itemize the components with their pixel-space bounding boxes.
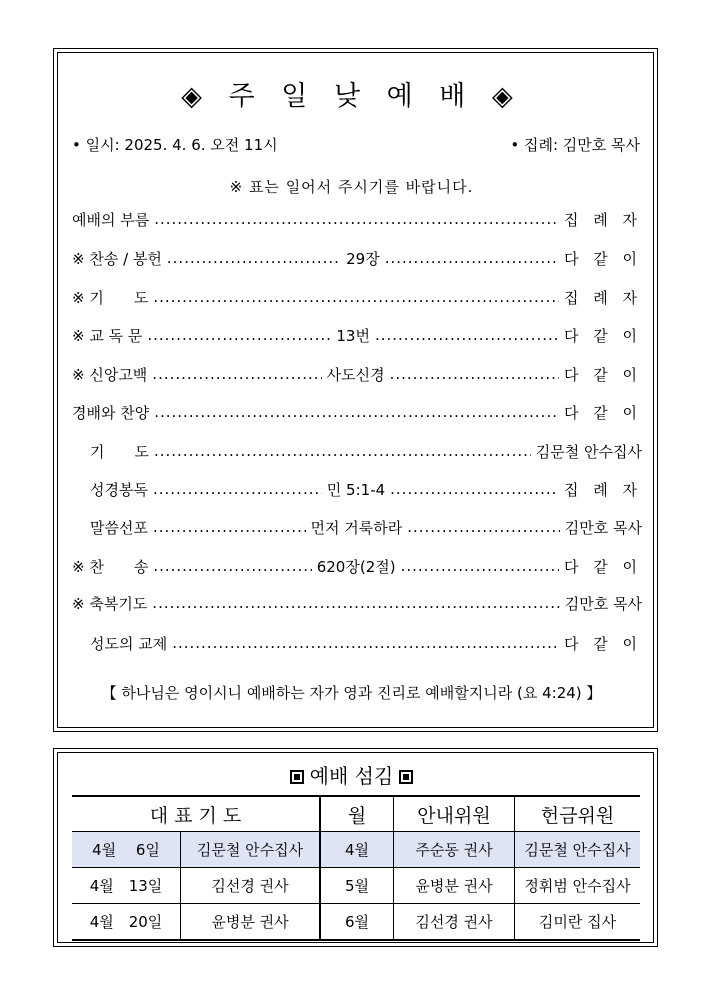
standing-note: ※ 표는 일어서 주시기를 바랍니다. bbox=[229, 178, 474, 196]
usher-cell: 주순동 권사 bbox=[394, 832, 515, 868]
order-item-sermon: 말씀선포 ..... 먼저 거룩하라 ..... 김만호 목사 bbox=[90, 516, 642, 538]
prayer-date: 4월 6일 bbox=[72, 832, 181, 868]
service-title: ◈ 주 일 낮 예 배 ◈ bbox=[181, 81, 522, 112]
duty-title bbox=[0, 760, 703, 789]
order-item-hymn-offering: ※ 찬송 / 봉헌 ..... 29장 ..... 다 같 이 bbox=[72, 247, 642, 269]
duty-table bbox=[72, 795, 640, 941]
order-item-fellowship: 성도의 교제 ..... 다 같 이 bbox=[90, 632, 642, 654]
prayer-leader: 윤병분 권사 bbox=[181, 904, 321, 941]
order-item-scripture: 성경봉독 ..... 민 5:1-4 ..... 집 례 자 bbox=[90, 478, 642, 500]
service-leader: • 집례: 김만호 목사 bbox=[510, 136, 640, 154]
prayer-date: 4월 13일 bbox=[72, 868, 181, 904]
order-item-prayer-2: 기 도 ..... 김문철 안수집사 bbox=[90, 440, 642, 462]
order-item-praise: 경배와 찬양 ..... 다 같 이 bbox=[72, 401, 642, 423]
usher-cell: 윤병분 권사 bbox=[394, 868, 515, 904]
scripture-verse: 【 하나님은 영이시니 예배하는 자가 영과 진리로 예배할지니라 (요 4:24) 】 bbox=[101, 684, 602, 702]
order-item-benediction: ※ 축복기도 ..... 김만호 목사 bbox=[72, 592, 642, 614]
table-row bbox=[72, 832, 640, 868]
offering-cell: 김미란 집사 bbox=[515, 904, 641, 941]
order-item-responsive-reading: ※ 교 독 문 ..... 13번 ..... 다 같 이 bbox=[72, 324, 642, 346]
order-item-call-to-worship: 예배의 부름 ..... 집 례 자 bbox=[72, 208, 642, 230]
square-icon bbox=[290, 770, 304, 784]
header-representative-prayer: 대 표 기 도 bbox=[72, 796, 320, 832]
prayer-leader: 김문철 안수집사 bbox=[181, 832, 321, 868]
order-item-prayer: ※ 기 도 ..... 집 례 자 bbox=[72, 286, 642, 308]
month-cell: 6월 bbox=[320, 904, 394, 941]
order-item-creed: ※ 신앙고백 ..... 사도신경 ..... 다 같 이 bbox=[72, 363, 642, 385]
order-item-hymn: ※ 찬 송 ..... 620장(2절) ..... 다 같 이 bbox=[72, 555, 642, 577]
duty-table-header bbox=[72, 796, 640, 832]
table-row bbox=[72, 904, 640, 941]
prayer-date: 4월 20일 bbox=[72, 904, 181, 941]
duty-title-text: 예배 섬김 bbox=[309, 764, 394, 788]
header-month: 월 bbox=[320, 796, 394, 832]
service-date: • 일시: 2025. 4. 6. 오전 11시 bbox=[72, 136, 278, 154]
offering-cell: 김문철 안수집사 bbox=[515, 832, 641, 868]
header-offering: 헌금위원 bbox=[515, 796, 641, 832]
usher-cell: 김선경 권사 bbox=[394, 904, 515, 941]
month-cell: 5월 bbox=[320, 868, 394, 904]
month-cell: 4월 bbox=[320, 832, 394, 868]
header-usher: 안내위원 bbox=[394, 796, 515, 832]
prayer-leader: 김선경 권사 bbox=[181, 868, 321, 904]
square-icon bbox=[399, 770, 413, 784]
table-row bbox=[72, 868, 640, 904]
offering-cell: 정휘범 안수집사 bbox=[515, 868, 641, 904]
